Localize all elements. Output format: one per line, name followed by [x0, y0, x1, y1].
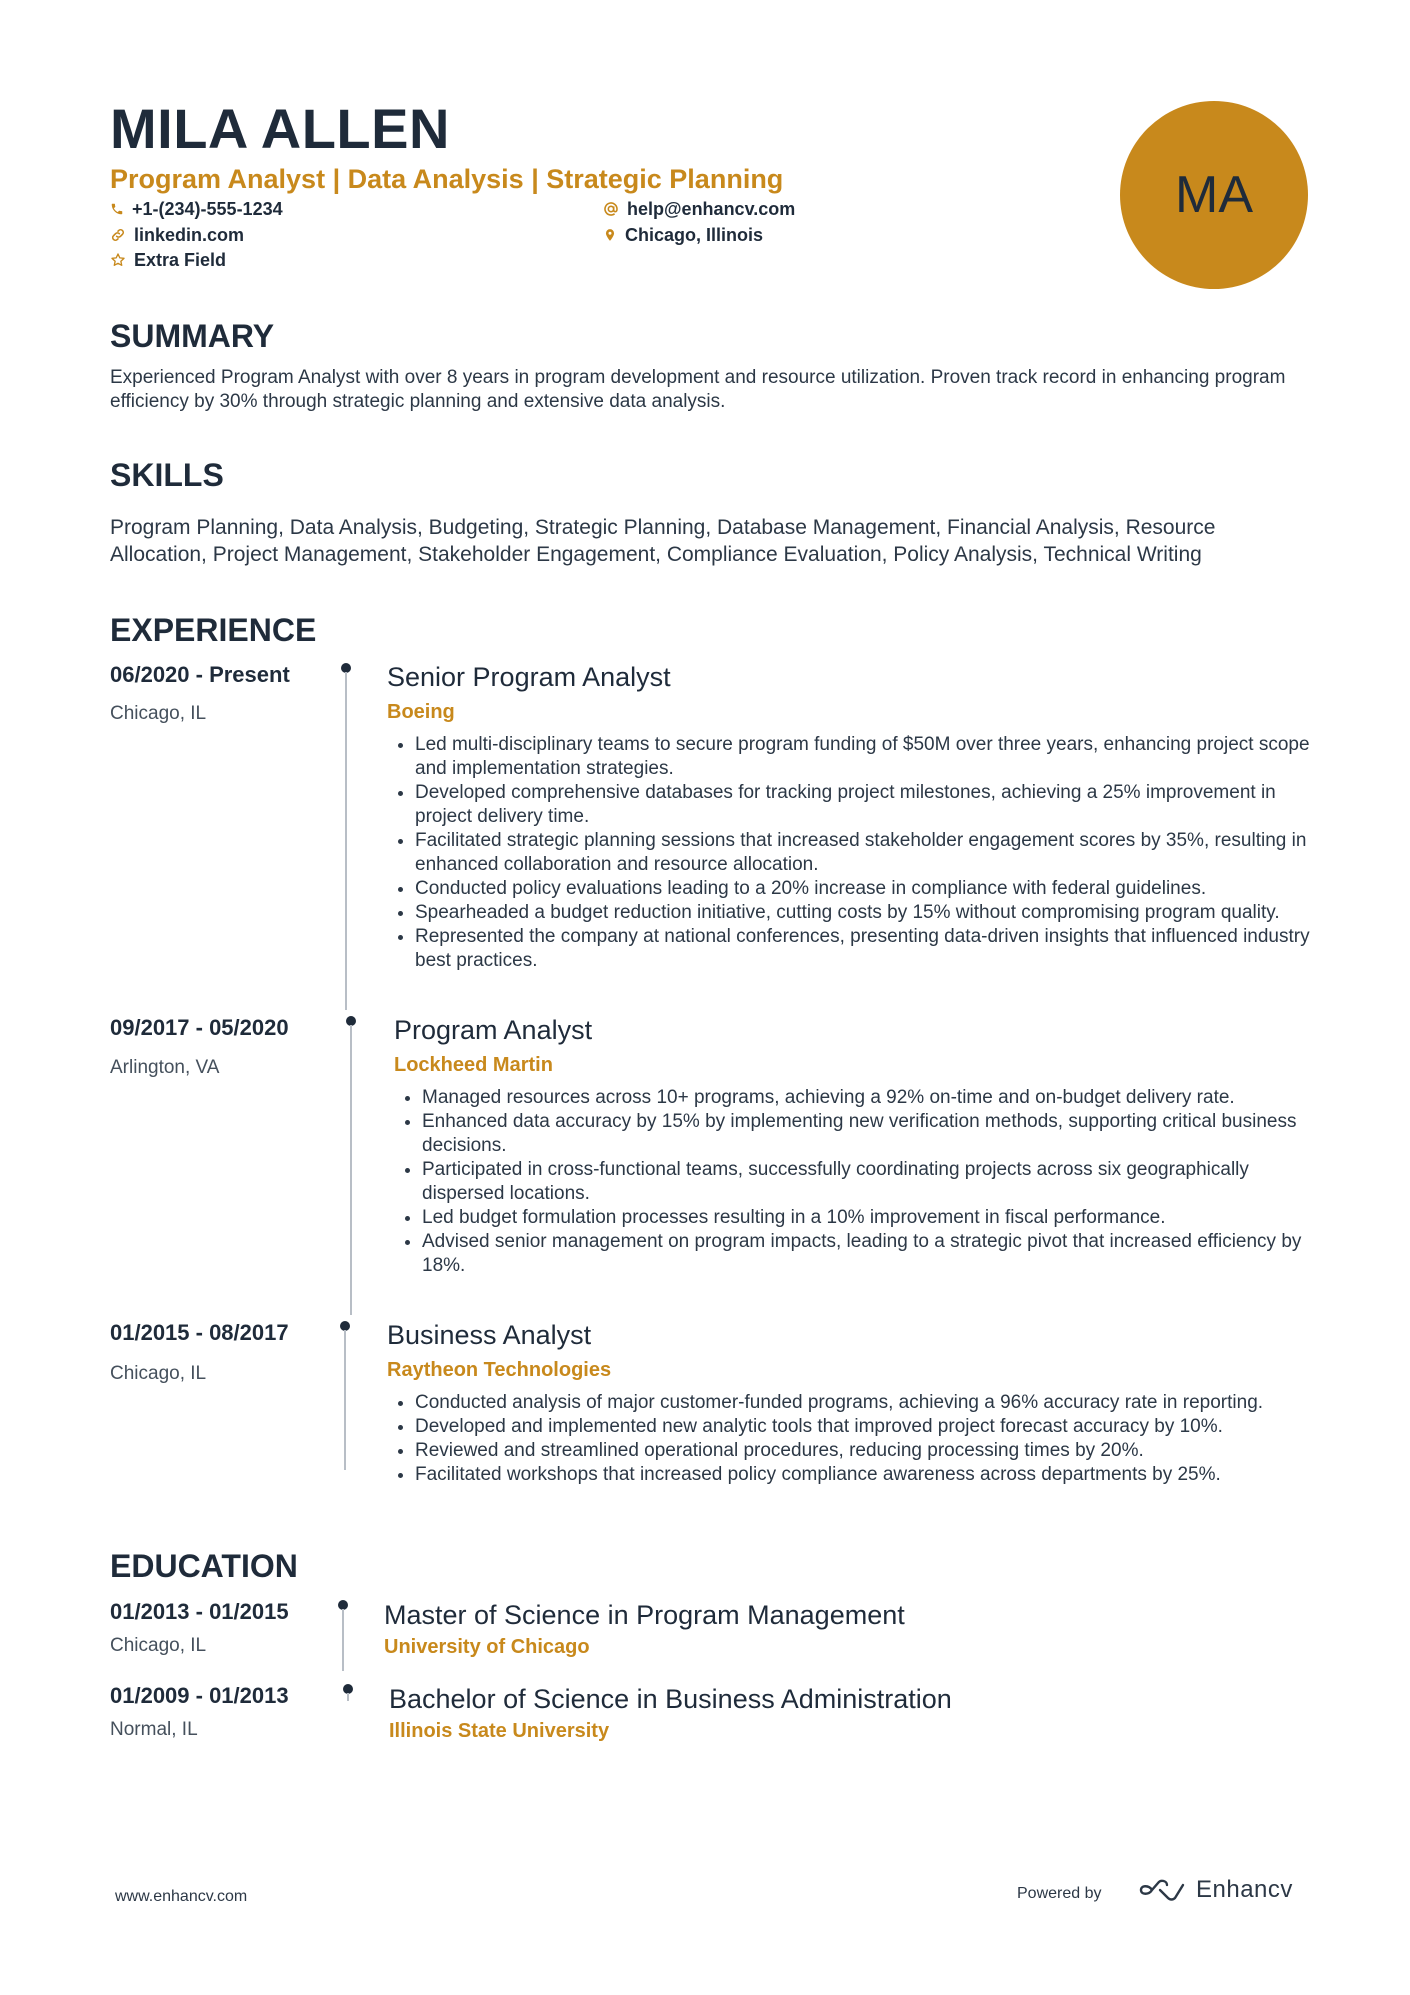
footer-brand[interactable] — [1138, 1876, 1293, 1904]
brand-name: Enhancv — [1196, 1876, 1293, 1903]
link-icon — [110, 227, 126, 243]
contact-linkedin[interactable] — [110, 223, 244, 247]
star-icon — [110, 252, 126, 268]
education-title: EDUCATION — [110, 1548, 298, 1584]
list-item: • Reviewed and streamlined operational procedures, reducing processing times by 20%. — [415, 1439, 1335, 1463]
experience-title: EXPERIENCE — [110, 612, 317, 648]
education-dates: 01/2009 - 01/2013 — [110, 1683, 289, 1708]
job-company: Raytheon Technologies — [387, 1359, 612, 1381]
job-bullets — [387, 1391, 1335, 1487]
list-item: • Conducted analysis of major customer-funded programs, achieving a 96% accuracy rate in reporting. — [415, 1391, 1335, 1415]
list-item: • Managed resources across 10+ programs, achieving a 92% on-time and on-budget delivery rate. — [422, 1086, 1336, 1110]
education-location: Chicago, IL — [110, 1635, 207, 1656]
list-item: • Enhanced data accuracy by 15% by implementing new verification methods, supporting critical business decisions. — [422, 1110, 1336, 1158]
contact-extra — [110, 248, 226, 272]
list-item: • Participated in cross-functional teams, successfully coordinating projects across six geographically dispersed locations. — [422, 1158, 1336, 1206]
job-bullets — [387, 733, 1335, 973]
timeline-line — [347, 1693, 349, 1701]
contact-phone — [110, 197, 283, 221]
location-text: Chicago, Illinois — [625, 225, 764, 245]
list-item: • Advised senior management on program impacts, leading to a strategic pivot that increased efficiency by 18%. — [422, 1230, 1336, 1278]
linkedin-text: linkedin.com — [134, 225, 245, 245]
education-dates: 01/2013 - 01/2015 — [110, 1599, 289, 1624]
skills-text: Program Planning, Data Analysis, Budgeting, Strategic Planning, Database Management, Financial Analysis, Resource Allocation, Project Management, Stakeholder Engagement, Compliance Evaluation, Policy Analysis, Technical Writing — [110, 516, 1216, 566]
location-pin-icon — [603, 227, 617, 243]
job-bullets — [394, 1086, 1336, 1278]
job-dates: 09/2017 - 05/2020 — [110, 1015, 289, 1040]
email-text: help@enhancv.com — [627, 199, 796, 219]
phone-icon — [110, 202, 124, 216]
timeline-line — [350, 1025, 352, 1315]
avatar — [1120, 101, 1308, 289]
at-icon — [603, 201, 619, 217]
job-dates: 01/2015 - 08/2017 — [110, 1320, 289, 1345]
candidate-name: MILA ALLEN — [110, 97, 450, 160]
headline: Program Analyst | Data Analysis | Strategic Planning — [110, 164, 784, 194]
education-degree: Master of Science in Program Management — [384, 1600, 905, 1630]
job-location: Chicago, IL — [110, 1363, 207, 1384]
list-item: • Spearheaded a budget reduction initiative, cutting costs by 15% without compromising program quality. — [415, 901, 1335, 925]
job-company: Lockheed Martin — [394, 1054, 553, 1076]
avatar-initials: MA — [1175, 166, 1253, 224]
footer-website[interactable]: www.enhancv.com — [115, 1888, 248, 1905]
list-item: • Facilitated strategic planning sessions that increased stakeholder engagement scores by 35%, resulting in enhanced collaboration and resource allocation. — [415, 829, 1335, 877]
list-item: • Led multi-disciplinary teams to secure program funding of $50M over three years, enhancing project scope and implementation strategies. — [415, 733, 1335, 781]
skills-title: SKILLS — [110, 457, 224, 493]
list-item: • Conducted policy evaluations leading to a 20% increase in compliance with federal guidelines. — [415, 877, 1335, 901]
timeline-line — [345, 672, 347, 1010]
job-role: Senior Program Analyst — [387, 662, 671, 692]
timeline-line — [342, 1609, 344, 1671]
list-item: • Developed comprehensive databases for tracking project milestones, achieving a 25% improvement in project delivery time. — [415, 781, 1335, 829]
job-location: Chicago, IL — [110, 703, 207, 724]
contact-location — [603, 223, 763, 247]
list-item: • Developed and implemented new analytic tools that improved project forecast accuracy by 10%. — [415, 1415, 1335, 1439]
job-company: Boeing — [387, 701, 455, 723]
job-location: Arlington, VA — [110, 1057, 220, 1078]
phone-text: +1-(234)-555-1234 — [132, 199, 283, 219]
education-location: Normal, IL — [110, 1719, 198, 1740]
list-item: • Facilitated workshops that increased policy compliance awareness across departments by 25%. — [415, 1463, 1335, 1487]
job-role: Business Analyst — [387, 1320, 592, 1350]
education-school: Illinois State University — [389, 1720, 610, 1742]
education-school: University of Chicago — [384, 1636, 590, 1658]
education-degree: Bachelor of Science in Business Administration — [389, 1684, 952, 1714]
summary-text: Experienced Program Analyst with over 8 years in program development and resource utilization. Proven track record in enhancing program efficiency by 30% through strategic planning and extensive data analysis. — [110, 367, 1286, 412]
timeline-line — [344, 1330, 346, 1470]
list-item: • Represented the company at national conferences, presenting data-driven insights that influenced industry best practices. — [415, 925, 1335, 973]
summary-title: SUMMARY — [110, 318, 275, 354]
extra-field-text: Extra Field — [134, 250, 227, 270]
contact-email[interactable] — [603, 197, 795, 221]
job-role: Program Analyst — [394, 1015, 593, 1045]
job-dates: 06/2020 - Present — [110, 662, 290, 687]
list-item: • Led budget formulation processes resulting in a 10% improvement in fiscal performance. — [422, 1206, 1336, 1230]
enhancv-logo-icon — [1138, 1877, 1186, 1903]
footer-powered-by: Powered by — [1017, 1885, 1102, 1902]
